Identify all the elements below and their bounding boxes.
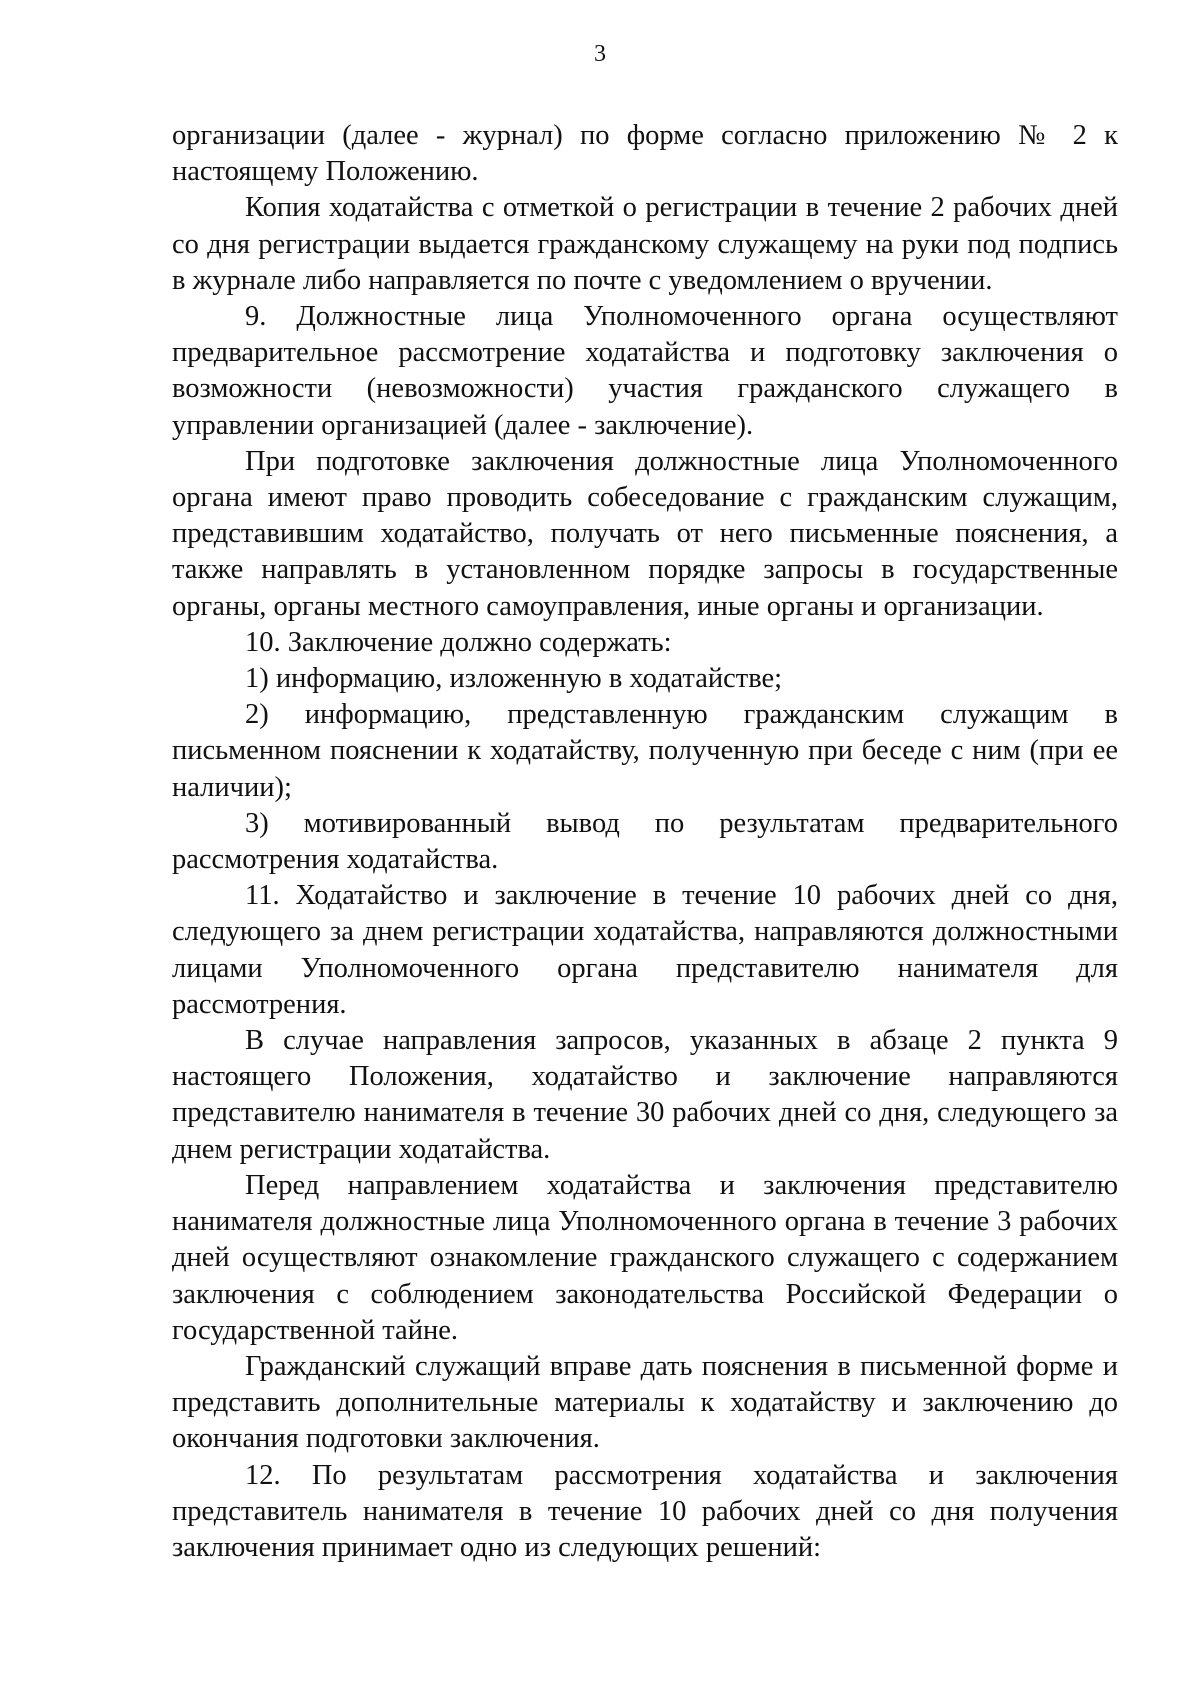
paragraph-journal-continuation: организации (далее - журнал) по форме согласно приложению № 2 к настоящему Положению. [172, 120, 1118, 188]
paragraph-item-12: 12. По результатам рассмотрения ходатайства и заключения представитель нанимателя в течение 10 рабочих дней со дня получения заключения принимает одно из следующих решений: [172, 1459, 1118, 1563]
paragraph-item-9: 9. Должностные лица Уполномоченного органа осуществляют предварительное рассмотрение ходатайства и подготовку заключения о возможности (невозможности) участия гражданского служащего в управлении организацией (далее - заключение). [172, 301, 1118, 441]
paragraph-familiarization: Перед направлением ходатайства и заключения представителю нанимателя должностные лица Уполномоченного органа в течение 3 рабочих дней осуществляют ознакомление гражданского служащего с содержанием заключения с соблюдением законодательства Российской Федерации о государственной тайне. [172, 1169, 1118, 1346]
paragraph-requests-case: В случае направления запросов, указанных в абзаце 2 пункта 9 настоящего Положения, ходатайство и заключение направляются представителю нанимателя в течение 30 рабочих дней со дня, следующего за днем регистрации ходатайства. [172, 1025, 1118, 1165]
paragraph-item-10-2: 2) информацию, представленную гражданским служащим в письменном пояснении к ходатайству, полученную при беседе с ним (при ее наличии); [172, 699, 1118, 803]
paragraph-item-10-3: 3) мотивированный вывод по результатам предварительного рассмотрения ходатайства. [172, 807, 1118, 876]
document-body [172, 118, 1118, 1566]
paragraph-interview-rights: При подготовке заключения должностные лица Уполномоченного органа имеют право проводить собеседование с гражданским служащим, представившим ходатайство, получать от него письменные пояснения, а также направлять в установленном порядке запросы в государственные органы, органы местного самоуправления, иные органы и организации. [172, 445, 1118, 622]
paragraph-explanations: Гражданский служащий вправе дать пояснения в письменной форме и представить дополнительные материалы к ходатайству и заключению до окончания подготовки заключения. [172, 1350, 1118, 1455]
paragraph-item-10-1: 1) информацию, изложенную в ходатайстве; [245, 663, 783, 695]
paragraph-copy-of-petition: Копия ходатайства с отметкой о регистрации в течение 2 рабочих дней со дня регистрации выдается гражданскому служащему на руки под подпись в журнале либо направляется по почте с уведомлением о вручении. [172, 192, 1118, 296]
page-number: 3 [594, 41, 606, 67]
paragraph-item-10: 10. Заключение должно содержать: [245, 626, 672, 658]
paragraph-item-11: 11. Ходатайство и заключение в течение 10 рабочих дней со дня, следующего за днем регистрации ходатайства, направляются должностными лицами Уполномоченного органа представителю нанимателя для рассмотрения. [172, 880, 1118, 1020]
